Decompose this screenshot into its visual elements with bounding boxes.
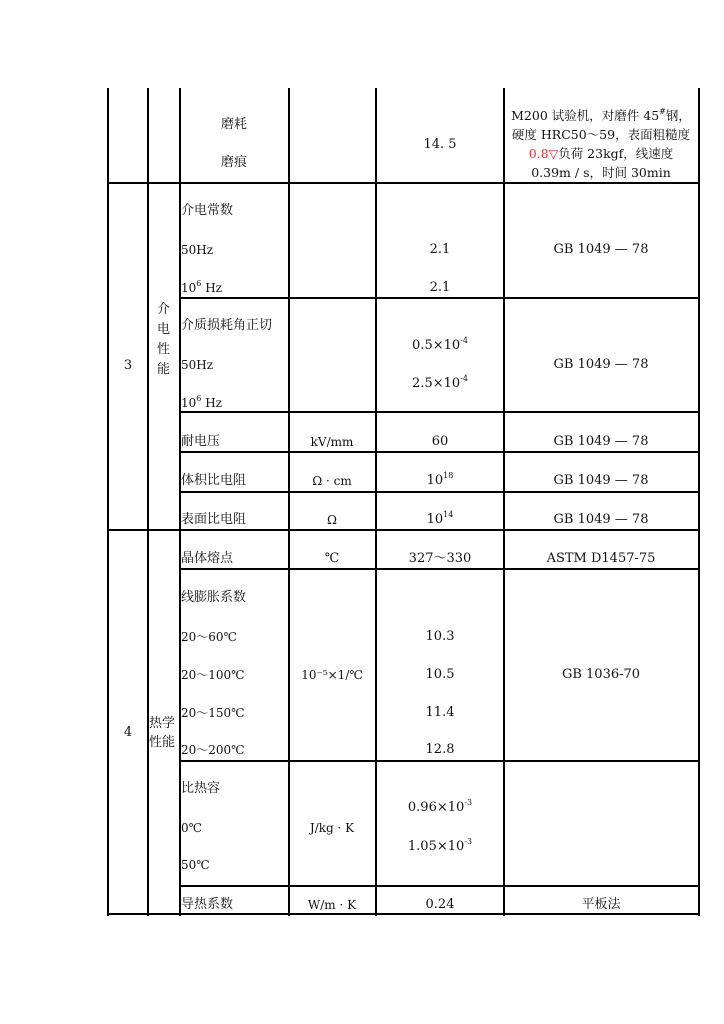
loss-tangent-value1: $0.5\times 10^{-4}$ (412, 336, 468, 353)
surface-resistivity-value: $10^{14}$ (426, 510, 454, 527)
dielectric-constant-value2: 2.1 (429, 280, 451, 295)
section3-number: 3 (123, 358, 133, 373)
voltage-unit: kV/mm (310, 435, 354, 449)
dielectric-constant-freq1: 50Hz (181, 243, 214, 257)
wear-scar-label: 磨痕 (220, 155, 248, 170)
wear-label: 磨耗 (220, 117, 248, 132)
row-border-section4-top (107, 529, 700, 531)
wear-value: 14. 5 (423, 137, 457, 152)
loss-tangent-method: GB 1049 — 78 (553, 357, 649, 372)
loss-tangent-freq1: 50Hz (181, 358, 214, 372)
category-char: 电 (157, 322, 171, 337)
category-char: 能 (157, 362, 171, 377)
row-border-volume-top (179, 451, 700, 453)
wear-method-line4: 0.39m / s，时间 30min (531, 165, 671, 180)
wear-method-line2: 硬度 HRC50～59，表面粗糙度 (511, 127, 691, 142)
specific-heat-value1: $0.96\times 10^{-3}$ (407, 798, 473, 815)
dielectric-constant-method: GB 1049 — 78 (553, 242, 649, 257)
expansion-value: 12.8 (425, 742, 455, 757)
expansion-value: 11.4 (425, 705, 455, 720)
dielectric-constant-label: 介电常数 (181, 203, 234, 218)
expansion-value: 10.3 (425, 629, 455, 644)
col-border-3 (288, 88, 290, 916)
specific-heat-value2: $1.05\times 10^{-3}$ (407, 837, 473, 854)
expansion-range: 20～200℃ (181, 743, 245, 757)
wear-method-line3: 0.8▽负荷 23kgf，线速度 (528, 146, 674, 161)
row-border-bottom (107, 913, 700, 915)
category-line: 性能 (149, 735, 176, 750)
specific-heat-unit: J/kg · K (309, 821, 355, 835)
row-border-loss-top (179, 297, 700, 299)
melting-point-method: ASTM D1457-75 (546, 551, 656, 566)
col-border-right (698, 88, 700, 916)
dielectric-constant-freq2: $10^6$ Hz (181, 279, 222, 295)
melting-point-value: 327～330 (408, 551, 472, 566)
expansion-range: 20～150℃ (181, 706, 245, 720)
row-border-section3-top (107, 182, 700, 184)
category-char: 介 (157, 302, 171, 317)
specific-heat-label: 比热容 (181, 781, 221, 796)
category-char: 性 (157, 342, 171, 357)
melting-point-label: 晶体熔点 (181, 551, 234, 566)
loss-tangent-value2: $2.5\times 10^{-4}$ (412, 374, 468, 391)
roughness-value: 0.8▽ (528, 146, 559, 161)
melting-point-unit: ℃ (324, 551, 340, 566)
specific-heat-temp1: 0℃ (181, 821, 203, 835)
conductivity-value: 0.24 (425, 897, 455, 912)
expansion-unit: 10⁻⁵×1/℃ (301, 668, 363, 682)
specific-heat-temp2: 50℃ (181, 858, 210, 872)
surface-resistivity-label: 表面比电阻 (181, 512, 247, 527)
conductivity-unit: W/m · K (307, 898, 357, 912)
volume-resistivity-unit: Ω · cm (312, 474, 352, 488)
conductivity-method: 平板法 (581, 897, 621, 912)
loss-tangent-label: 介质损耗角正切 (181, 318, 273, 333)
expansion-range: 20～60℃ (181, 630, 237, 644)
row-border-expansion-top (179, 568, 700, 570)
voltage-label: 耐电压 (181, 434, 221, 449)
volume-resistivity-label: 体积比电阻 (181, 473, 247, 488)
expansion-range: 20～100℃ (181, 668, 245, 682)
dielectric-constant-value1: 2.1 (429, 242, 451, 257)
loss-tangent-freq2: $10^6$ Hz (181, 394, 222, 410)
expansion-value: 10.5 (425, 667, 455, 682)
surface-resistivity-method: GB 1049 — 78 (553, 512, 649, 527)
col-border-left (107, 88, 109, 916)
voltage-method: GB 1049 — 78 (553, 434, 649, 449)
expansion-method: GB 1036-70 (561, 667, 641, 682)
conductivity-label: 导热系数 (181, 897, 234, 912)
section4-number: 4 (123, 725, 133, 740)
category-line: 热学 (149, 716, 176, 731)
col-border-1 (147, 88, 149, 916)
col-border-4 (375, 88, 377, 916)
row-border-voltage-top (179, 411, 700, 413)
volume-resistivity-method: GB 1049 — 78 (553, 473, 649, 488)
row-border-specific-heat-top (179, 760, 700, 762)
surface-resistivity-unit: Ω (327, 513, 337, 527)
row-border-surface-top (179, 491, 700, 493)
expansion-label: 线膨胀系数 (181, 590, 247, 605)
col-border-5 (503, 88, 505, 916)
row-border-conductivity-top (179, 885, 700, 887)
section3-category (157, 300, 170, 380)
wear-method-line1: M200 试验机，对磨件 45#钢， (511, 107, 691, 123)
voltage-value: 60 (431, 434, 449, 449)
section4-category (149, 714, 175, 752)
volume-resistivity-value: $10^{18}$ (426, 471, 454, 488)
